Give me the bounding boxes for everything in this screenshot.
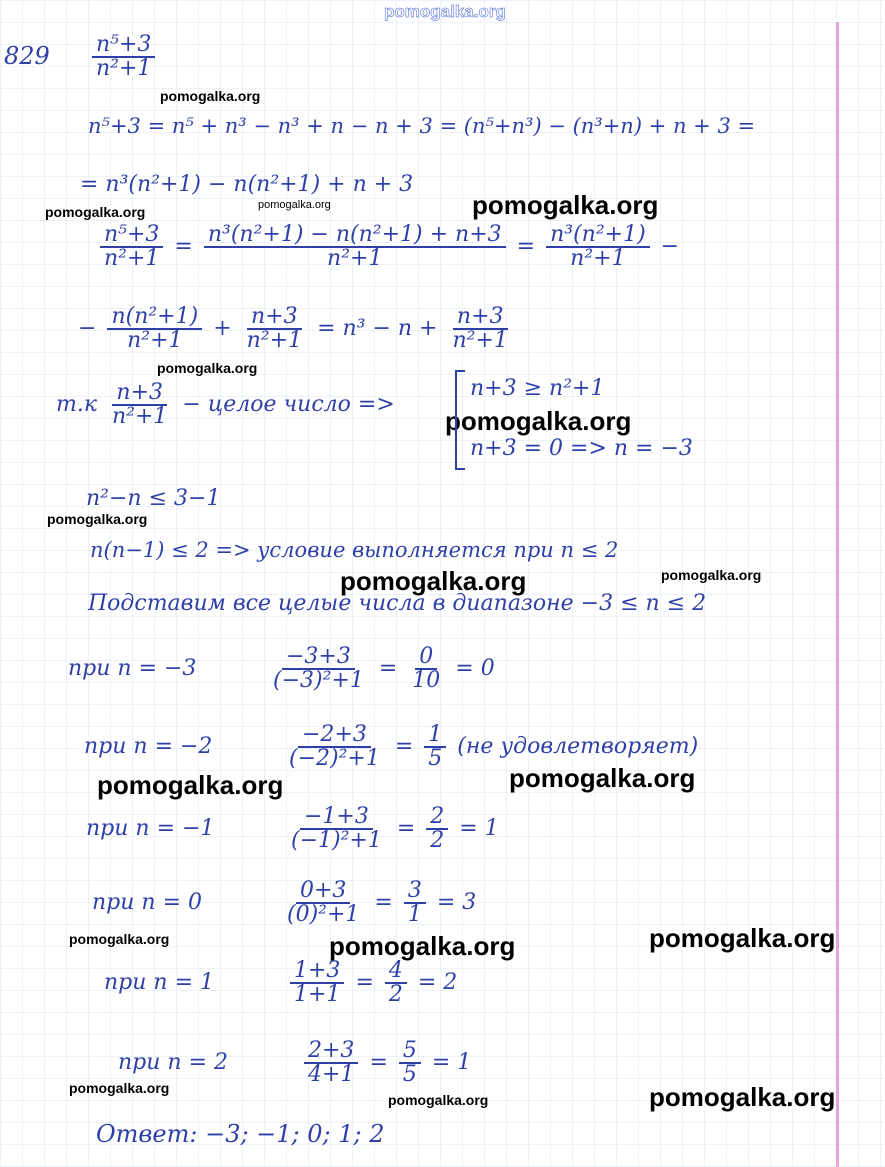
operator: = <box>396 816 416 841</box>
fraction-numerator: 3 <box>404 880 426 904</box>
fraction-denominator: 2 <box>388 982 403 1007</box>
watermark: pomogalka.org <box>258 199 331 211</box>
case-row <box>92 880 476 926</box>
watermark: pomogalka.org <box>97 770 284 800</box>
watermark: pomogalka.org <box>329 931 516 961</box>
case-result: (не удовлетворяет) <box>457 734 699 759</box>
substitution-line: Подставим все целые числа в диапазоне −3 ≤ n ≤ 2 <box>88 591 707 616</box>
answer-line: Ответ: −3; −1; 0; 1; 2 <box>96 1120 385 1148</box>
fraction-numerator: 1+3 <box>290 960 344 984</box>
fraction-denominator: 5 <box>428 746 443 771</box>
operator: = <box>394 734 414 759</box>
operator: = <box>374 890 393 915</box>
fraction-numerator: −3+3 <box>282 646 355 670</box>
fraction-numerator: n³(n²+1) − n(n²+1) + n+3 <box>204 224 506 248</box>
fraction-numerator: 2+3 <box>304 1040 358 1064</box>
fraction-denominator: n²+1 <box>127 328 183 353</box>
case-result: = 1 <box>431 1050 472 1075</box>
fraction-numerator: n(n²+1) <box>107 306 202 330</box>
watermark-top: pomogalka.org <box>384 2 506 21</box>
operator: = <box>355 970 374 995</box>
fraction-denominator: 1 <box>407 902 422 927</box>
condition-label: т.к <box>56 392 97 417</box>
fraction-numerator: −1+3 <box>300 806 373 830</box>
operator: = <box>369 1050 388 1075</box>
fraction-numerator: −2+3 <box>298 724 371 748</box>
case-row <box>84 724 698 770</box>
operator: − <box>78 316 97 341</box>
fraction-denominator: n²+1 <box>246 328 303 353</box>
fraction-numerator: n+3 <box>453 306 508 330</box>
page-margin-line <box>836 22 839 1167</box>
fraction-numerator: 2 <box>426 806 448 830</box>
fraction-denominator: 4+1 <box>308 1062 355 1087</box>
condition-text: − целое число => <box>182 392 395 417</box>
fraction-denominator: 10 <box>412 668 441 693</box>
watermark: pomogalka.org <box>47 511 148 527</box>
case-row <box>68 646 495 692</box>
fraction-denominator: 1+1 <box>294 982 341 1007</box>
fraction-denominator: 5 <box>402 1062 417 1087</box>
fraction-denominator: (0)²+1 <box>287 902 360 927</box>
fraction-denominator: 2 <box>430 828 445 853</box>
watermark: pomogalka.org <box>45 204 146 220</box>
case-label: при n = 1 <box>104 970 214 995</box>
inequality-line-2: n(n−1) ≤ 2 => условие выполняется при n ≤ 2 <box>90 538 619 562</box>
watermark: pomogalka.org <box>649 923 836 953</box>
fraction-denominator: n²+1 <box>104 246 160 271</box>
case-row <box>118 1040 471 1086</box>
fraction-denominator: n²+1 <box>570 246 626 271</box>
watermark: pomogalka.org <box>472 190 659 220</box>
operator: = <box>378 656 398 681</box>
watermark: pomogalka.org <box>649 1082 836 1112</box>
fraction-numerator: n³(n²+1) <box>546 224 650 248</box>
watermark: pomogalka.org <box>157 360 258 376</box>
simplified-line <box>78 306 516 352</box>
fraction-denominator: n²+1 <box>112 404 168 429</box>
case-result: = 3 <box>436 890 477 915</box>
watermark: pomogalka.org <box>661 567 762 583</box>
condition-line <box>56 382 395 428</box>
fraction-denominator: n²+1 <box>327 246 383 271</box>
operator: = n³ − n + <box>317 316 438 341</box>
case-result: = 0 <box>455 656 495 681</box>
problem-number: 829 <box>4 42 50 70</box>
case-row <box>104 960 457 1006</box>
watermark: pomogalka.org <box>388 1092 489 1108</box>
operator: + <box>213 316 232 341</box>
watermark: pomogalka.org <box>340 566 527 596</box>
fraction-numerator: n⁵+3 <box>100 224 163 248</box>
factored-line: = n³(n²+1) − n(n²+1) + n + 3 <box>80 172 414 197</box>
decomposition-line: n⁵+3 = n⁵ + n³ − n³ + n − n + 3 = (n⁵+n³) − (n³+n) + n + 3 = <box>88 114 756 138</box>
system-brace <box>455 370 465 470</box>
operator: − <box>660 234 680 259</box>
watermark: pomogalka.org <box>69 931 170 947</box>
fraction-numerator: 5 <box>399 1040 421 1064</box>
fraction-denominator: (−2)²+1 <box>289 746 380 771</box>
fraction-numerator: 4 <box>385 960 407 984</box>
fraction-split-line: $\frac{\text{n⁵+3}}{\text{n²+1}}$ = $\frac{\text{n³(n²+1) − n(n²+1) + n+3}}{\text{n²+1}}$ = $\frac{\text{n³(n²+1)}}{\text{n²+1}}$ − <box>96 224 679 270</box>
system-line-2: n+3 = 0 => n = −3 <box>470 436 693 461</box>
inequality-line-1: n²−n ≤ 3−1 <box>86 486 221 511</box>
fraction-denominator: n²+1 <box>96 56 152 81</box>
fraction-numerator: n+3 <box>112 382 167 406</box>
case-label: при n = −2 <box>84 734 213 759</box>
fraction-denominator: (−3)²+1 <box>273 668 364 693</box>
watermark: pomogalka.org <box>445 406 632 436</box>
fraction-numerator: n⁵+3 <box>92 34 155 58</box>
fraction-numerator: 1 <box>424 724 446 748</box>
case-label: при n = −1 <box>86 816 215 841</box>
watermark: pomogalka.org <box>160 88 261 104</box>
fraction-denominator: n²+1 <box>452 328 508 353</box>
case-label: при n = 0 <box>92 890 202 915</box>
fraction-denominator: (−1)²+1 <box>291 828 382 853</box>
fraction-numerator: 0 <box>415 646 437 670</box>
case-result: = 1 <box>459 816 499 841</box>
case-row <box>86 806 499 852</box>
task-expression <box>88 34 159 80</box>
case-label: при n = 2 <box>118 1050 228 1075</box>
system-line-1: n+3 ≥ n²+1 <box>470 376 605 401</box>
watermark: pomogalka.org <box>509 763 696 793</box>
watermark: pomogalka.org <box>69 1080 170 1096</box>
case-label: при n = −3 <box>68 656 197 681</box>
fraction-numerator: 0+3 <box>296 880 350 904</box>
fraction-numerator: n+3 <box>247 306 302 330</box>
case-result: = 2 <box>417 970 458 995</box>
